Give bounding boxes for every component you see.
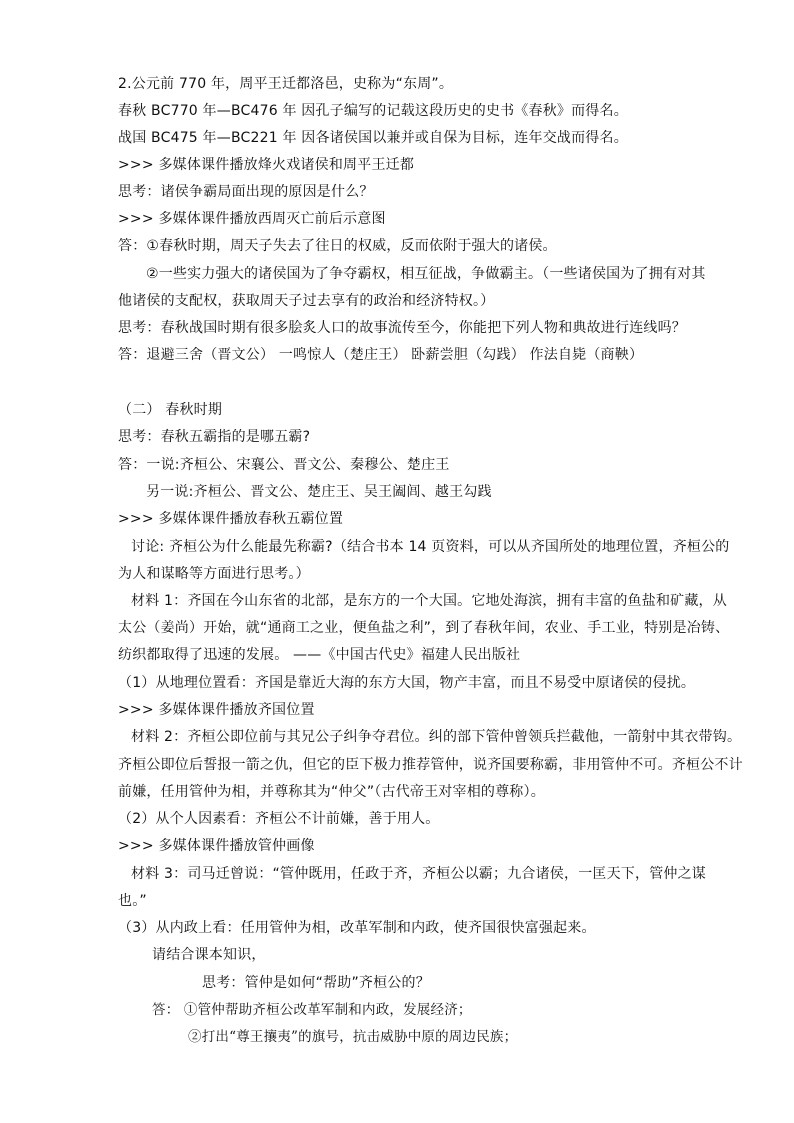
text-line: 思考：春秋五霸指的是哪五霸? — [118, 429, 311, 445]
text-line: 为人和谋略等方面进行思考。） — [118, 566, 310, 582]
text-line: 答：①春秋时期，周天子失去了往日的权威，反而依附于强大的诸侯。 — [118, 238, 557, 254]
text-line: >>> 多媒体课件播放管仲画像 — [118, 838, 315, 854]
text-line: 齐桓公即位后誓报一箭之仇，但它的臣下极力推荐管仲，说齐国要称霸，非用管仲不可。齐桓公不计 — [118, 757, 743, 773]
text-line: 他诸侯的支配权，获取周天子过去享有的政治和经济特权。） — [118, 293, 495, 309]
text-line: 纺织都取得了迅速的发展。 ——《中国古代史》福建人民出版社 — [118, 647, 521, 663]
text-line: ②一些实力强大的诸侯国为了争夺霸权，相互征战，争做霸主。（一些诸侯国为了拥有对其 — [146, 266, 706, 282]
text-line: 材料 3：司马迁曾说：“管仲既用，任政于齐，齐桓公以霸；九合诸侯，一匡天下，管仲之谋 — [131, 866, 707, 882]
text-line: >>> 多媒体课件播放齐国位置 — [118, 702, 315, 718]
text-line: 答：一说:齐桓公、宋襄公、晋文公、秦穆公、楚庄王 — [118, 457, 450, 473]
text-line: （3）从内政上看：任用管仲为相，改革军制和内政，使齐国很快富强起来。 — [118, 920, 596, 936]
text-line: 请结合课本知识， — [152, 947, 266, 963]
text-line: >>> 多媒体课件播放烽火戏诸侯和周平王迁都 — [118, 157, 415, 173]
text-line: >>> 多媒体课件播放西周灭亡前后示意图 — [118, 211, 386, 227]
section-heading: （二） 春秋时期 — [118, 402, 223, 418]
text-line: 太公（姜尚）开始，就“通商工之业，便鱼盐之利”，到了春秋年间，农业、手工业，特别是冶铸、 — [118, 620, 730, 636]
text-line: >>> 多媒体课件播放春秋五霸位置 — [118, 511, 344, 527]
text-line: 2.公元前 770 年，周平王迁都洛邑，史称为“东周”。 — [118, 76, 454, 92]
text-line: 材料 1：齐国在今山东省的北部，是东方的一个大国。它地处海滨，拥有丰富的鱼盐和矿藏，从 — [131, 593, 727, 609]
text-line: （1）从地理位置看：齐国是靠近大海的东方大国，物产丰富，而且不易受中原诸侯的侵扰。 — [118, 675, 696, 691]
text-line: ②打出“尊王攘夷”的旗号，抗击威胁中原的周边民族； — [188, 1029, 518, 1045]
text-line: （2）从个人因素看：齐桓公不计前嫌，善于用人。 — [118, 811, 440, 827]
text-line: 答： ①管仲帮助齐桓公改革军制和内政，发展经济； — [152, 1002, 472, 1018]
text-line: 前嫌，任用管仲为相，并尊称其为“仲父”（古代帝王对宰相的尊称）。 — [118, 784, 545, 800]
text-line: 春秋 BC770 年—BC476 年 因孔子编写的记载这段历史的史书《春秋》而得名。 — [118, 103, 628, 119]
text-line: 也。” — [118, 893, 147, 909]
text-line: 战国 BC475 年—BC221 年 因各诸侯国以兼并或自保为目标，连年交战而得名。 — [118, 130, 628, 146]
text-line: 思考：诸侯争霸局面出现的原因是什么？ — [118, 184, 374, 200]
text-line: 思考：管仲是如何“帮助”齐桓公的？ — [202, 975, 430, 991]
text-line: 材料 2：齐桓公即位前与其兄公子纠争夺君位。纠的部下管仲曾领兵拦截他，一箭射中其衣带钩。 — [131, 729, 742, 745]
text-line: 讨论: 齐桓公为什么能最先称霸?（结合书本 14 页资料，可以从齐国所处的地理位置，齐桓公的 — [131, 539, 730, 555]
text-line: 答：退避三舍（晋文公） 一鸣惊人（楚庄王） 卧薪尝胆（勾践） 作法自毙（商鞅） — [118, 347, 644, 363]
text-line: 思考：春秋战国时期有很多脍炙人口的故事流传至今，你能把下列人物和典故进行连线吗？ — [118, 320, 686, 336]
text-line: 另一说:齐桓公、晋文公、楚庄王、吴王阖闾、越王勾践 — [146, 484, 492, 500]
